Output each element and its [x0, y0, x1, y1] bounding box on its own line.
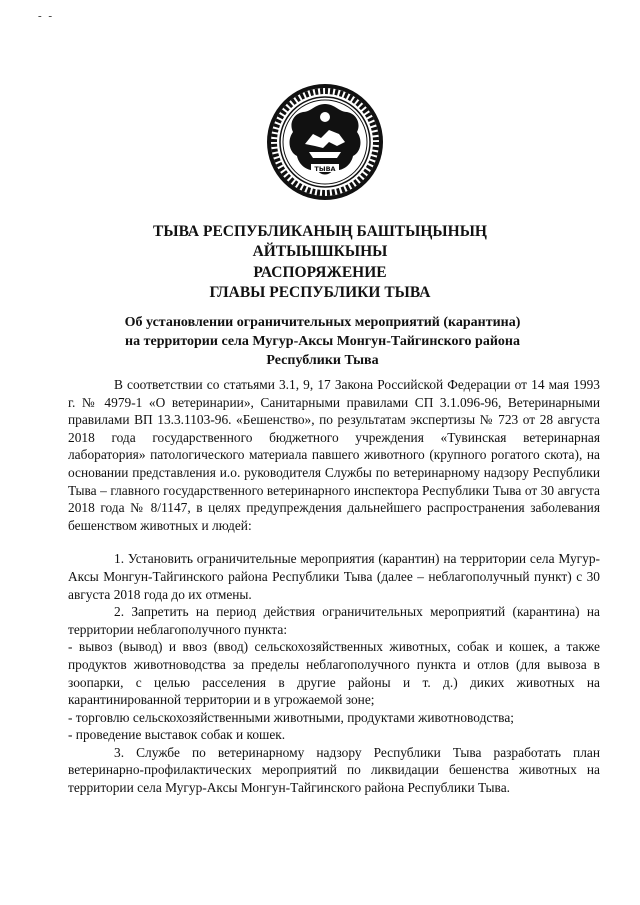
corner-mark: - -: [38, 10, 55, 22]
title-tyva: [0, 222, 640, 262]
title-ru-line1: РАСПОРЯЖЕНИЕ: [253, 264, 387, 281]
document-title-line2: на территории села Мугур-Аксы Монгун-Тайгинского района: [125, 334, 520, 349]
preamble-paragraph: В соответствии со статьями 3.1, 9, 17 Закона Российской Федерации от 14 мая 1993 г. № 4979-1 «О ветеринарии», Санитарными правилами СП 3.1.096-96, Ветеринарными правилами ВП 13.3.1103-96. «Бешенство», по результатам экспертизы № 723 от 28 августа 2018 года государственного бюджетного учреждения «Тувинская ветеринарная лаборатория» патологического материала павшего животного (крупного рогатого скота), на основании представления и.о. руководителя Службы по ветеринарному надзору Республики Тыва – главного государственного ветеринарного инспектора Республики Тыва от 30 августа 2018 года № 8/1147, в целях предупреждения дальнейшего распространения заболевания бешенством животных и людей:: [68, 377, 600, 533]
document-title-line3: Республики Тыва: [266, 353, 379, 368]
title-tyva-line1: ТЫВА РЕСПУБЛИКАНЫҢ БАШТЫҢЫНЫҢ: [153, 223, 487, 240]
item-3-paragraph: 3. Службе по ветеринарному надзору Республики Тыва разработать план ветеринарно-профилактических мероприятий по ликвидации бешенства животных на территории села Мугур-Аксы Монгун-Тайгинского района Республики Тыва.: [68, 744, 600, 796]
item-1-paragraph: 1. Установить ограничительные мероприятия (карантин) на территории села Мугур-Аксы Монгун-Тайгинского района Республики Тыва (далее – неблагополучный пункт) с 30 августа 2018 года до их отмены.: [68, 551, 600, 602]
document-title: [110, 313, 535, 370]
title-tyva-line2: АЙТЫЫШКЫНЫ: [252, 243, 388, 260]
item-2-subitem-3: - проведение выставок собак и кошек.: [68, 727, 286, 743]
item-2-subitem-2: - торговлю сельскохозяйственными животными, продуктами животноводства;: [68, 709, 514, 725]
title-ru: [0, 263, 640, 303]
title-ru-line2: ГЛАВЫ РЕСПУБЛИКИ ТЫВА: [209, 284, 431, 301]
document-title-line1: Об установлении ограничительных мероприятий (карантина): [124, 315, 521, 330]
item-2-subitem-1: - вывоз (вывод) и ввоз (ввод) сельскохозяйственных животных, собак и кошек, а также продуктов животноводства за пределы неблагополучного пункта и отлов (для вывоза в зоопарки, с целью расселения в другие районы и т. д.) диких животных на карантинированной территории и в угрожаемой зоне;: [68, 639, 600, 708]
document-body: [68, 376, 600, 797]
emblem-text: ТЫВА: [314, 165, 336, 173]
tyva-coat-of-arms-icon: [265, 82, 385, 202]
item-2-paragraph: 2. Запретить на период действия ограничительных мероприятий (карантина) на территории неблагополучного пункта:: [68, 604, 600, 637]
